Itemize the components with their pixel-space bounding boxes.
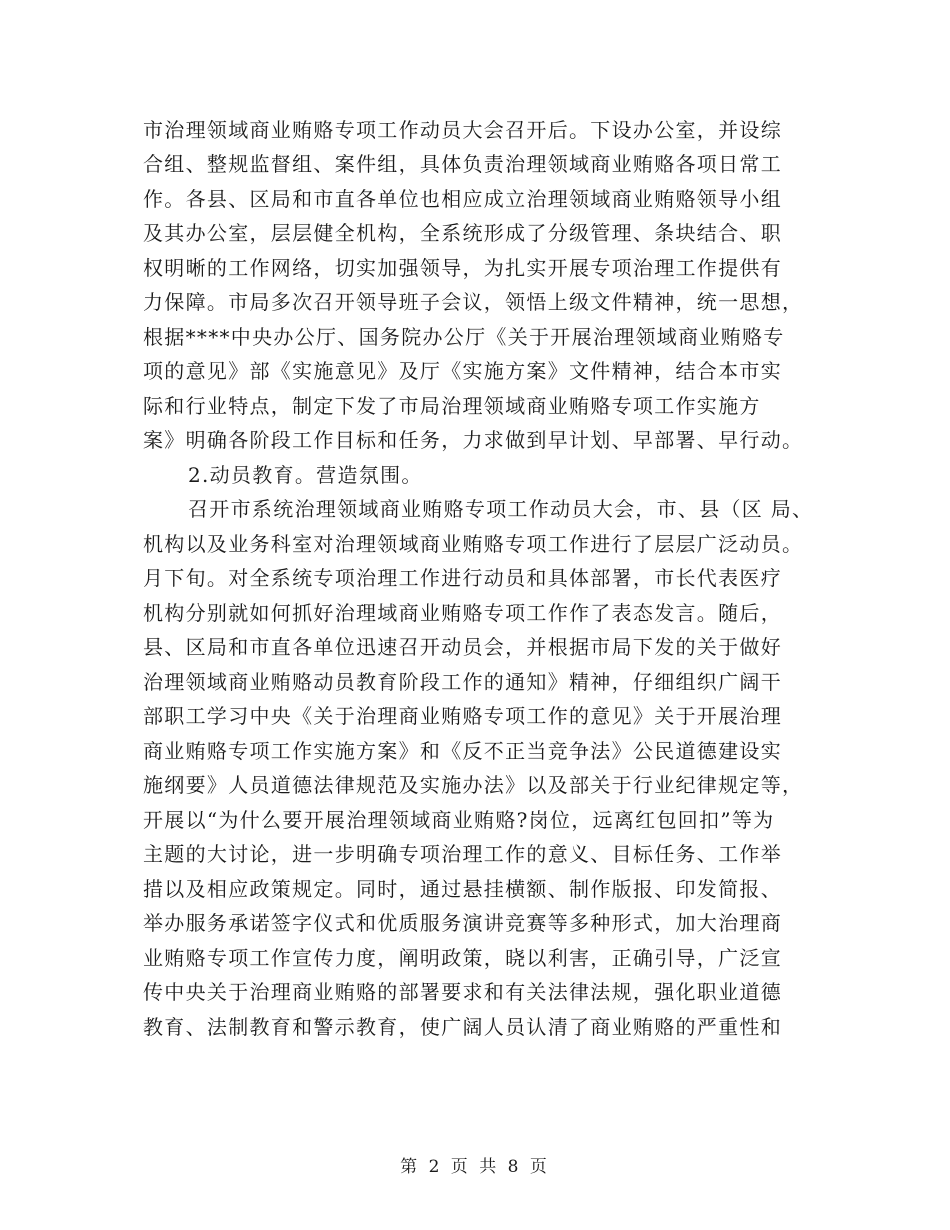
text-line: 举办服务承诺签字仪式和优质服务演讲竞赛等多种形式，加大治理商 — [143, 911, 782, 935]
text-line: 力保障。市局多次召开领导班子会议，领悟上级文件精神，统一思想， — [143, 290, 804, 314]
text-line: 权明晰的工作网络，切实加强领导，为扎实开展专项治理工作提供有 — [143, 256, 782, 280]
text-line: 根据****中央办公厅、国务院办公厅《关于开展治理领域商业贿赂专 — [143, 325, 785, 349]
text-line: 主题的大讨论，进一步明确专项治理工作的意义、目标任务、工作举 — [143, 842, 782, 866]
text-line: 市治理领域商业贿赂专项工作动员大会召开后。下设办公室，并设综 — [143, 118, 782, 142]
text-line: 机构以及业务科室对治理领域商业贿赂专项工作进行了层层广泛动员。 — [143, 532, 804, 556]
text-line: 开展以“为什么要开展治理领域商业贿赂?岗位，远离红包回扣”等为 — [143, 808, 775, 832]
text-line: 措以及相应政策规定。同时，通过悬挂横额、制作版报、印发简报、 — [143, 877, 782, 901]
text-line: 际和行业特点，制定下发了市局治理领域商业贿赂专项工作实施方 — [143, 394, 761, 418]
text-line: 教育、法制教育和警示教育，使广阔人员认清了商业贿赂的严重性和 — [143, 1015, 782, 1039]
text-line: 县、区局和市直各单位迅速召开动员会，并根据市局下发的关于做好 — [143, 635, 782, 659]
text-line: 作。各县、区局和市直各单位也相应成立治理领域商业贿赂领导小组 — [143, 187, 782, 211]
text-line: 月下旬。对全系统专项治理工作进行动员和具体部署，市长代表医疗 — [143, 566, 782, 590]
text-line: 施纲要》人员道德法律规范及实施办法》以及部关于行业纪律规定等， — [143, 773, 804, 797]
text-line: 案》明确各阶段工作目标和任务，力求做到早计划、早部署、早行动。 — [143, 428, 804, 452]
text-line: 部职工学习中央《关于治理商业贿赂专项工作的意见》关于开展治理 — [143, 704, 782, 728]
text-line: 传中央关于治理商业贿赂的部署要求和有关法律法规，强化职业道德 — [143, 980, 782, 1004]
text-line: 业贿赂专项工作宣传力度，阐明政策，晓以利害，正确引导，广泛宣 — [143, 946, 782, 970]
text-line: 项的意见》部《实施意见》及厅《实施方案》文件精神，结合本市实 — [143, 359, 782, 383]
text-line: 商业贿赂专项工作实施方案》和《反不正当竞争法》公民道德建设实 — [143, 739, 782, 763]
text-line: 机构分别就如何抓好治理域商业贿赂专项工作作了表态发言。随后， — [143, 601, 782, 625]
text-line: 召开市系统治理领域商业贿赂专项工作动员大会，市、县（区 局、 — [188, 497, 814, 521]
section-heading: 2.动员教育。营造氛围。 — [188, 463, 423, 487]
text-line: 合组、整规监督组、案件组，具体负责治理领域商业贿赂各项日常工 — [143, 152, 782, 176]
page-footer: 第 2 页 共 8 页 — [400, 1157, 550, 1177]
text-line: 治理领域商业贿赂动员教育阶段工作的通知》精神，仔细组织广阔干 — [143, 670, 782, 694]
text-line: 及其办公室，层层健全机构，全系统形成了分级管理、条块结合、职 — [143, 221, 782, 245]
